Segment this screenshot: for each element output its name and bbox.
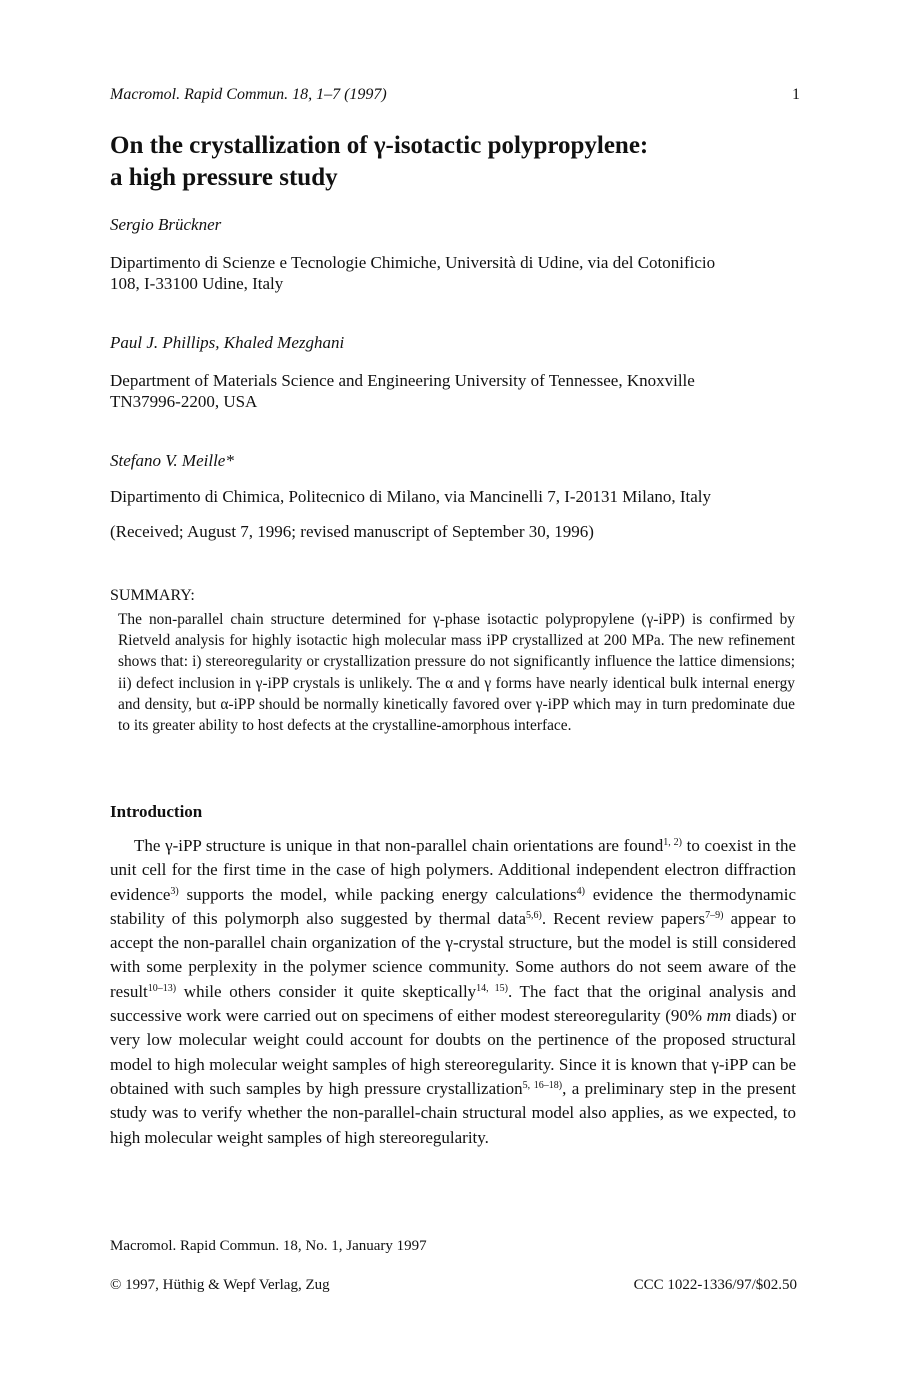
running-header: [110, 86, 800, 104]
author-1: Sergio Brückner: [110, 215, 222, 234]
footer-journal-issue: Macromol. Rapid Commun. 18, No. 1, January 1997: [110, 1238, 427, 1254]
title-line-1: On the crystallization of γ-isotactic polypropylene:: [110, 132, 649, 159]
author-2: Paul J. Phillips, Khaled Mezghani: [110, 333, 345, 352]
citation-ref: 1, 2): [663, 837, 682, 848]
citation-ref: 4): [576, 885, 585, 897]
page-number: 1: [792, 86, 800, 103]
affiliation-2-line-2: TN37996-2200, USA: [110, 392, 258, 411]
citation-ref: 10–13): [147, 982, 177, 994]
affiliation-1: [110, 252, 800, 294]
journal-citation: Macromol. Rapid Commun. 18, 1–7 (1997): [110, 86, 387, 103]
footer-copyright: © 1997, Hüthig & Wepf Verlag, Zug: [110, 1277, 330, 1293]
citation-ref: 5, 16–18): [522, 1079, 563, 1091]
affiliation-2-line-1: Department of Materials Science and Engineering University of Tennessee, Knoxville: [110, 371, 695, 390]
affiliation-1-line-1: Dipartimento di Scienze e Tecnologie Chimiche, Università di Udine, via del Cotonificio: [110, 253, 716, 272]
summary-paragraph: The non-parallel chain structure determined for γ-phase isotactic polypropylene (γ-iPP) is confirmed by Rietveld analysis for highly isotactic high molecular mass iPP crystallized at 200 MPa. The new refinement shows that: i) stereoregularity or crystallization pressure do not significantly influence the lattice dimensions; ii) defect inclusion in γ-iPP crystals is unlikely. The α and γ forms have nearly identical bulk internal energy and density, but α-iPP should be normally kinetically favored over γ-iPP which may in turn predominate due to its greater ability to host defects at the crystalline-amorphous interface.: [118, 611, 795, 735]
affiliation-1-line-2: 108, I-33100 Udine, Italy: [110, 274, 284, 293]
received-dates: (Received; August 7, 1996; revised manuscript of September 30, 1996): [110, 522, 594, 541]
introduction-paragraph: The γ-iPP structure is unique in that non-parallel chain orientations are found$^{1, 2)}$ to coexist in the unit cell for the first time in the case of high polymers. Additional independent electron diffraction evidence$^{3)}$ supports the model, while packing energy calculations$^{4)}$ evidence the thermodynamic stability of this polymorph also suggested by thermal data$^{5,6)}$. Recent review papers$^{7-9)}$ appear to accept the non-parallel chain organization of the γ-crystal structure, but the model is still considered with some perplexity in the polymer science community. Some authors do not seem aware of the result$^{10-13)}$ while others consider it quite skeptically$^{14, 15)}$. The fact that the original analysis and successive work were carried out on specimens of either modest stereoregularity (90% mm diads) or very low molecular weight could account for doubts on the pertinence of the proposed structural model to high molecular weight samples of high stereoregularity. Since it is known that γ-iPP can be obtained with such samples by high pressure crystallization$^{5, 16-18)}$, a preliminary step in the present study was to verify whether the non-parallel-chain structural model also applies, as we expected, to high molecular weight samples of high stereoregularity.: [110, 836, 796, 1147]
affiliation-3: [110, 486, 800, 507]
citation-ref: 3): [170, 885, 179, 897]
citation-ref: 5,6): [526, 909, 542, 921]
affiliation-2: [110, 370, 800, 412]
summary-heading: SUMMARY:: [110, 587, 195, 604]
affiliation-3-line-1: Dipartimento di Chimica, Politecnico di Milano, via Mancinelli 7, I-20131 Milano, Italy: [110, 487, 712, 506]
introduction-text: [110, 834, 796, 1150]
title-line-2: a high pressure study: [110, 164, 338, 191]
article-title: [110, 130, 800, 194]
citation-ref: 14, 15): [476, 982, 508, 994]
introduction-heading: Introduction: [110, 802, 203, 821]
citation-ref: 7–9): [705, 909, 724, 921]
footer-ccc-code: CCC 1022-1336/97/$02.50: [633, 1277, 797, 1293]
summary-text: [118, 609, 795, 736]
author-3: Stefano V. Meille*: [110, 451, 234, 470]
